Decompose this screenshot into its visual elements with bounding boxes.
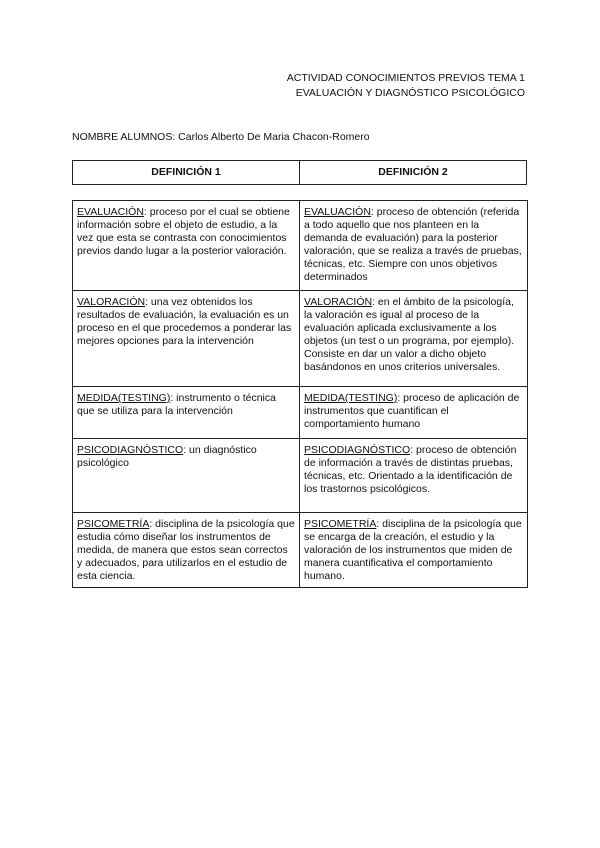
table-row <box>73 387 528 439</box>
definition-term: PSICODIAGNÓSTICO <box>304 444 411 456</box>
definition-text: : disciplina de la psicología que se encarga de la creación, el estudio y la valoración de los instrumentos que miden de manera cuantificativa el comportamiento humano. <box>304 518 522 582</box>
definition-text: : en el ámbito de la psicología, la valoración es igual al proceso de la evaluación aplicada exclusivamente a los objetos (un test o un programa, por ejemplo). Consiste en dar un valor a dicho objeto basándonos en unos criterios universales. <box>304 296 515 373</box>
definition-text: : proceso de aplicación de instrumentos que cuantifican el comportamiento humano <box>304 392 520 430</box>
definition-term: PSICODIAGNÓSTICO <box>77 444 184 456</box>
definition-term: PSICOMETRÍA <box>77 518 150 530</box>
definition-cell <box>73 387 300 439</box>
definition-cell <box>300 201 528 291</box>
definition-term: MEDIDA(TESTING) <box>304 392 398 404</box>
definition-text: : un diagnóstico psicológico <box>77 444 257 469</box>
column-header-2: DEFINICIÓN 2 <box>299 161 526 184</box>
table-row <box>73 439 528 513</box>
document-title <box>287 71 525 101</box>
definition-text: : proceso de obtención (referida a todo aquello que nos planteen en la demanda de evaluación) para la posterior valoración, que se realiza a través de pruebas, técnicas, etc. Siempre con unos objetivos determinados <box>304 206 522 283</box>
definition-text: : proceso por el cual se obtiene información sobre el objeto de estudio, a la vez que esta se contrasta con conocimientos previos dando lugar a la posterior valoración. <box>77 206 290 257</box>
definitions-table <box>72 200 528 588</box>
definition-cell <box>300 387 528 439</box>
definition-cell <box>73 291 300 387</box>
definition-term: VALORACIÓN <box>304 296 373 308</box>
definition-term: EVALUACIÓN <box>77 206 144 218</box>
student-names: NOMBRE ALUMNOS: Carlos Alberto De Maria Chacon-Romero <box>72 131 370 143</box>
definition-text: : proceso de obtención de información a través de distintas pruebas, técnicas, etc. Orientado a la identificación de los trastornos psicológicos. <box>304 444 517 495</box>
table-row <box>73 291 528 387</box>
table-header <box>72 160 527 185</box>
definition-term: MEDIDA(TESTING) <box>77 392 171 404</box>
definition-text: : una vez obtenidos los resultados de evaluación, la evaluación es un proceso en el que procedemos a ponderar las mejores opciones para la intervención <box>77 296 292 347</box>
definition-cell <box>300 439 528 513</box>
table-row <box>73 513 528 588</box>
definition-cell <box>300 513 528 588</box>
title-line-1: ACTIVIDAD CONOCIMIENTOS PREVIOS TEMA 1 <box>286 72 525 84</box>
definition-cell <box>73 201 300 291</box>
title-line-2: EVALUACIÓN Y DIAGNÓSTICO PSICOLÓGICO <box>295 87 525 99</box>
definition-text: : disciplina de la psicología que estudia cómo diseñar los instrumentos de medida, de manera que estos sean correctos y adecuados, para utilizarlos en el estudio de esta ciencia. <box>77 518 295 582</box>
definition-text: : instrumento o técnica que se utiliza para la intervención <box>77 392 276 417</box>
definition-cell <box>300 291 528 387</box>
column-header-1: DEFINICIÓN 1 <box>151 166 221 178</box>
definition-term: PSICOMETRÍA <box>304 518 377 530</box>
table-row <box>73 201 528 291</box>
definition-term: VALORACIÓN <box>77 296 146 308</box>
definition-cell <box>73 513 300 588</box>
definition-cell <box>73 439 300 513</box>
definition-term: EVALUACIÓN <box>304 206 371 218</box>
